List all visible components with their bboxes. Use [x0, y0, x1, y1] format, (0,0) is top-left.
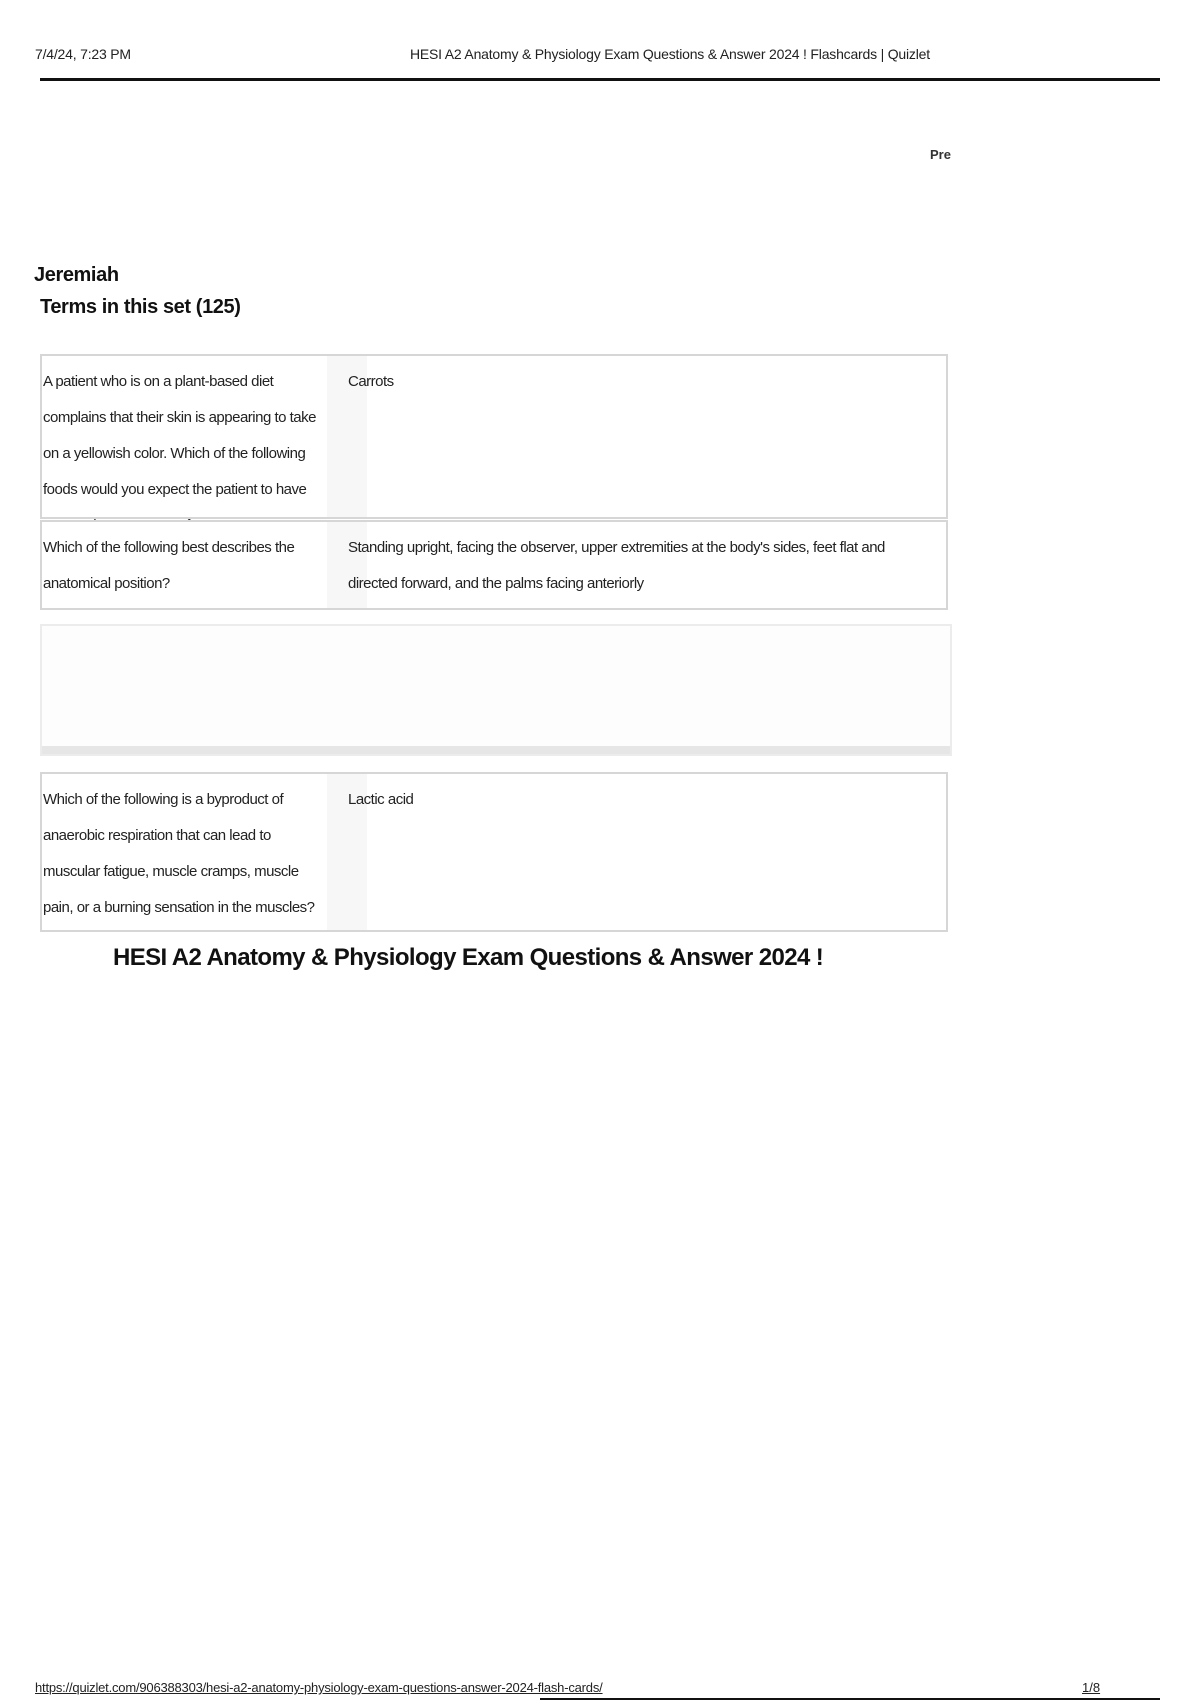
flashcard-row[interactable] — [40, 354, 948, 519]
panel-bottom-shade — [42, 746, 950, 754]
print-header — [0, 0, 1200, 82]
blank-ad-panel — [40, 624, 952, 756]
card-term: Which of the following best describes the anatomical position? — [43, 539, 295, 592]
pre-label: Pre — [930, 147, 951, 162]
set-owner-name[interactable]: Jeremiah — [34, 264, 119, 286]
set-title: HESI A2 Anatomy & Physiology Exam Questions & Answer 2024 ! — [113, 944, 824, 971]
card-definition: Standing upright, facing the observer, upper extremities at the body's sides, feet flat and directed forward, and the palms facing anteriorly — [348, 539, 885, 592]
print-date: 7/4/24, 7:23 PM — [35, 46, 131, 62]
card-term: Which of the following is a byproduct of anaerobic respiration that can lead to muscular fatigue, muscle cramps, muscle pain, or a burning sensation in the muscles? — [43, 791, 315, 916]
flashcard-row[interactable] — [40, 772, 948, 932]
print-footer — [0, 1670, 1200, 1700]
terms-count-heading: Terms in this set (125) — [40, 296, 241, 318]
page-url-link[interactable]: https://quizlet.com/906388303/hesi-a2-anatomy-physiology-exam-questions-answer-2024-flash-cards/ — [35, 1680, 603, 1695]
card-definition: Lactic acid — [348, 791, 414, 808]
card-definition: Carrots — [348, 373, 394, 390]
card-term: A patient who is on a plant-based diet complains that their skin is appearing to take on a yellowish color. Which of the following foods would you expect the patient to have — [43, 373, 316, 498]
page-number: 1/8 — [1082, 1680, 1101, 1695]
print-page-title: HESI A2 Anatomy & Physiology Exam Questions & Answer 2024 ! Flashcards | Quizlet — [410, 46, 930, 62]
flashcard-row[interactable] — [40, 520, 948, 610]
header-divider — [40, 78, 1160, 81]
